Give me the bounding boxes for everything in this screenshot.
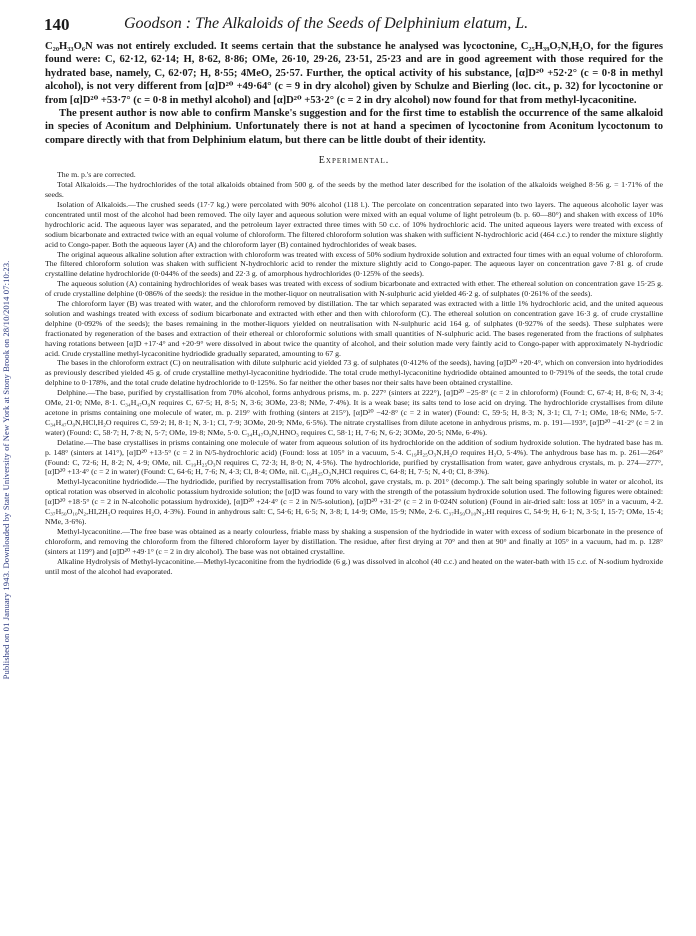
page-number: 140: [44, 15, 70, 34]
publication-sidebar: [1, 30, 20, 910]
page-header: [44, 12, 664, 38]
exp-paragraph: Total Alkaloids.—The hydrochlorides of the total alkaloids obtained from 500 g. of the seeds by the method later described for the isolation of the alkaloids weighed 8·56 g. = 1·71% of the seeds.: [45, 180, 663, 200]
intro-paragraph: C₂₀H₃₃O₆N was not entirely excluded. It seems certain that the substance he analysed was lycoctonine, C₂₅H₃₉O₇N,H₂O, for the figures found were: C, 62·12, 62·14; H, 8·62, 8·86; OMe, 26·10, 29·26, 23·51, 25·23 and are in good agreement with those required for the hydrated base, namely, C, 62·07; H, 8·55; 4MeO, 25·57. Further, the optical activity of his substance, [α]D²⁰ +52·2° (c = 0·8 in methyl alcohol), is not very different from [α]D²⁰ +49·64° (c = 9 in dry alcohol) given by Schulze and Bierling (loc. cit., p. 32) for lycoctonine or from [α]D²⁰ +53·7° (c = 0·8 in methyl alcohol) and [α]D²⁰ +53·2° (c = 2 in dry alcohol) now found for that from methyl-lycaconitine.: [45, 41, 663, 106]
section-heading: Experimental.: [318, 155, 390, 167]
exp-paragraph: Methyl-lycaconitine.—The free base was obtained as a nearly colourless, friable mass by shaking a suspension of the hydriodide in water with excess of sodium bicarbonate in the presence of chloroform, and removing the chloroform from the filtered chloroform layer by distillation. The residue, after first drying at 70° and then at 90° and finally at 105° in a vacuum, had m. p. 128° (sinters at 119°) and [α]D²⁰ +49·1° (c = 2 in dry alcohol). The base was not obtained crystalline.: [45, 526, 663, 556]
exp-paragraph: The m. p.'s are corrected.: [57, 170, 136, 180]
running-title: Goodson : The Alkaloids of the Seeds of Delphinium elatum, L.: [124, 15, 529, 32]
intro-section: [45, 40, 663, 147]
exp-paragraph: Delphine.—The base, purified by crystallisation from 70% alcohol, forms anhydrous prisms, m. p. 227° (sinters at 222°), [α]D²⁰ −25·8° (c = 2 in chloroform) (Found: C, 67·4; H, 8·6; N, 3·4; OMe, 21·0; NMe, 8·1. C₃₄H₄₇O₉N requires C, 67·5; H, 8·5; N, 3·6; 3OMe, 23·8; NMe, 7·4%). It is a weak base; its salts tend to lose acid on drying. The hydrochloride crystallises from dilute acetone in prisms containing one molecule of water, m. p. 219° with frothing (sinters at 215°), [α]D²⁰ −42·8° (c = 2 in water) (Found: C, 59·5; H, 8·3; N, 3·1; Cl, 7·1; OMe, 18·6; NMe, 5·7. C₃₄H₄₇O₉N,HCl,H₂O requires C, 59·2; H, 8·1; N, 3·1; Cl, 7·9; 3OMe, 20·9; NMe, 6·5%). The nitrate crystallises from dilute acetone in anhydrous prisms, m. p. 191—193°, [α]D²⁰ −41·2° (c = 2 in water) (Found: C, 58·7; H, 7·8; N, 5·7; OMe, 19·8; NMe, 5·0. C₃₄H₄₇O₉N,HNO₃ requires C, 58·1; H, 7·6; N, 6·2; 3OMe, 20·5; NMe, 6·4%).: [45, 388, 663, 437]
exp-paragraph: Delatine.—The base crystallises in prisms containing one molecule of water from aqueous solution of its hydrochloride on the addition of sodium hydroxide solution. The hydrated base has m. p. 148° (sinters at 141°), [α]D²⁰ +13·5° (c = 2 in N/5-hydrochloric acid) (Found: loss at 105° in a vacuum, 5·4. C₁₉H₂₅O₃N,H₂O requires H₂O, 5·4%). The anhydrous base has m. p. 261—264° (Found: C, 72·6; H, 8·2; N, 4·9; OMe, nil. C₁₉H₂₅O₃N requires C, 72·3; H, 8·0; N, 4·5%). The hydrochloride, purified by crystallisation from water, gave anhydrous crystals, m. p. 274—277°, [α]D²⁰ +13·4° (c = 2 in water) (Found: C, 64·6; H, 7·6; N, 4·3; Cl, 8·4; OMe, nil. C₁₉H₂₅O₃N,HCl requires C, 64·8; H, 7·5; N, 4·0; Cl, 8·3%).: [45, 437, 663, 477]
exp-paragraph: The aqueous solution (A) containing hydrochlorides of weak bases was treated with excess of sodium bicarbonate and extracted with ether. The ethereal solution on concentration gave 15·25 g. of crude crystalline delphine (0·086% of the seeds): the residue in the mother-liquor on neutralisation with N-sulphuric acid yielded 46·2 g. of sulphates (0·261% of the seeds).: [45, 279, 663, 299]
exp-paragraph: The bases in the chloroform extract (C) on neutralisation with dilute sulphuric acid yielded 73 g. of sulphates (0·412% of the seeds), having [α]D²⁰ +20·4°, which on conversion into hydriodides as previously described yielded 45 g. of crude crystalline methyl-lycaconitine hydriodide. The total crude methyl-lycaconitine hydriodide obtained amounted to 0·791% of the seeds, the total crude delphine to 0·178%, and the total crude delatine hydrochloride to 0·125%. So far neither the other bases nor their salts have been obtained crystalline.: [45, 358, 663, 388]
exp-paragraph: The chloroform layer (B) was treated with water, and the chloroform removed by distillation. The tar which separated was extracted with a little 1% hydrochloric acid, and the united aqueous solution and washings treated with excess of sodium bicarbonate and extracted with ether and then with chloroform (C). The ethereal solution on concentration gave 16·3 g. of crude crystalline delphine (0·092% of the seeds); the bases remaining in the mother-liquors yielded on neutralisation with N-sulphuric acid 164 g. of sulphates (0·927% of the seeds). These sulphates were fractionated by regeneration of the bases and extraction of their ethereal or chloroformic solutions with small quantities of N-sulphuric acid. The bases regenerated from the fractions of sulphates having rotations between [α]D +17·4° and +20·9° were dissolved in about twice the quantity of alcohol, and their solution made very faintly acid to Congo-paper with approximately N-hydriodic acid. Crude crystalline methyl-lycaconitine hydriodide gradually separated, amounting to 67 g.: [45, 299, 663, 358]
exp-paragraph: Isolation of Alkaloids.—The crushed seeds (17·7 kg.) were percolated with 90% alcohol (118 l.). The percolate on concentration separated into two layers. The aqueous alcoholic layer was concentrated until most of the alcohol had been removed. The oily layer and aqueous solution were mixed with an equal volume of light petroleum (b. p. 60—80°) and shaken with excess of 10% hydrochloric acid. The aqueous layer was separated, and the petroleum layer extracted three times with 50 c.c. of 10% hydrochloric acid. The united aqueous layers were treated with excess of sodium bicarbonate and extracted twice with an equal volume of chloroform. The filtered chloroform solution was shaken with sufficient N-hydrochloric acid (464 c.c.) to render the mixture slightly acid to Congo-paper. Both the aqueous layer (A) and the chloroform layer (B) contained hydrochlorides of weak bases.: [45, 199, 663, 249]
intro-paragraph: The present author is now able to confirm Manske's suggestion and for the first time to establish the occurrence of the same alkaloid in species of Aconitum and Delphinium. Unfortunately there is not at hand a specimen of lycoctonine from Aconitum lycoctonum to compare directly with that from Delphinium elatum, but there can be little doubt of their identity.: [45, 108, 663, 146]
exp-paragraph: Alkaline Hydrolysis of Methyl-lycaconitine.—Methyl-lycaconitine from the hydriodide (6 g.) was dissolved in alcohol (40 c.c.) and heated on the water-bath with 15 c.c. of N-sodium hydroxide until most of the alcohol had evaporated.: [45, 556, 663, 576]
article-body: [45, 40, 663, 576]
exp-paragraph: Methyl-lycaconitine hydriodide.—The hydriodide, purified by recrystallisation from 70% alcohol, gave crystals, m. p. 201° (decomp.). The salt being sparingly soluble in water or alcohol, its optical rotation was observed in alcoholic potassium hydroxide solution; the [α]D was found to vary with the strength of the potassium hydroxide solution used. The following figures were obtained: [α]D²⁰ +18·5° (c = 2 in N-alcoholic potassium hydroxide), [α]D²⁰ +24·4° (c = 2 in N/5-solution), [α]D²⁰ +31·2° (c = 2 in 0·024N solution) (Found in air-dried salt: loss at 105° in a vacuum, 4·2. C₃₇H₅₀O₁₀N₂,HI,2H₂O requires H₂O, 4·3%). Found in anhydrous salt: C, 54·6; H, 6·5; N, 3·8; I, 14·9; OMe, 15·9; NMe, 2·6. C₃₇H₅₀O₁₀N₂,HI requires C, 54·9; H, 6·1; N, 3·5; I, 15·7; OMe, 15·4; NMe, 3·6%).: [45, 477, 663, 526]
publication-sidebar-text: Published on 01 January 1943. Downloaded by State University of New York at Stony Brook on 28/10/2014 07:10:23.: [1, 260, 11, 680]
exp-paragraph: The original aqueous alkaline solution after extraction with chloroform was treated with excess of 50% sodium hydroxide solution and extracted four times with an equal volume of chloroform. The filtered chloroform solution was shaken with sufficient N-hydrochloric acid to render the mixture slightly acid to Congo-paper. The aqueous layer on concentration gave 7·81 g. of crude crystalline delatine hydrochloride (0·044% of the seeds) and 22·3 g. of amorphous hydrochlorides (0·125% of the seeds).: [45, 249, 663, 279]
experimental-section: [45, 170, 663, 576]
